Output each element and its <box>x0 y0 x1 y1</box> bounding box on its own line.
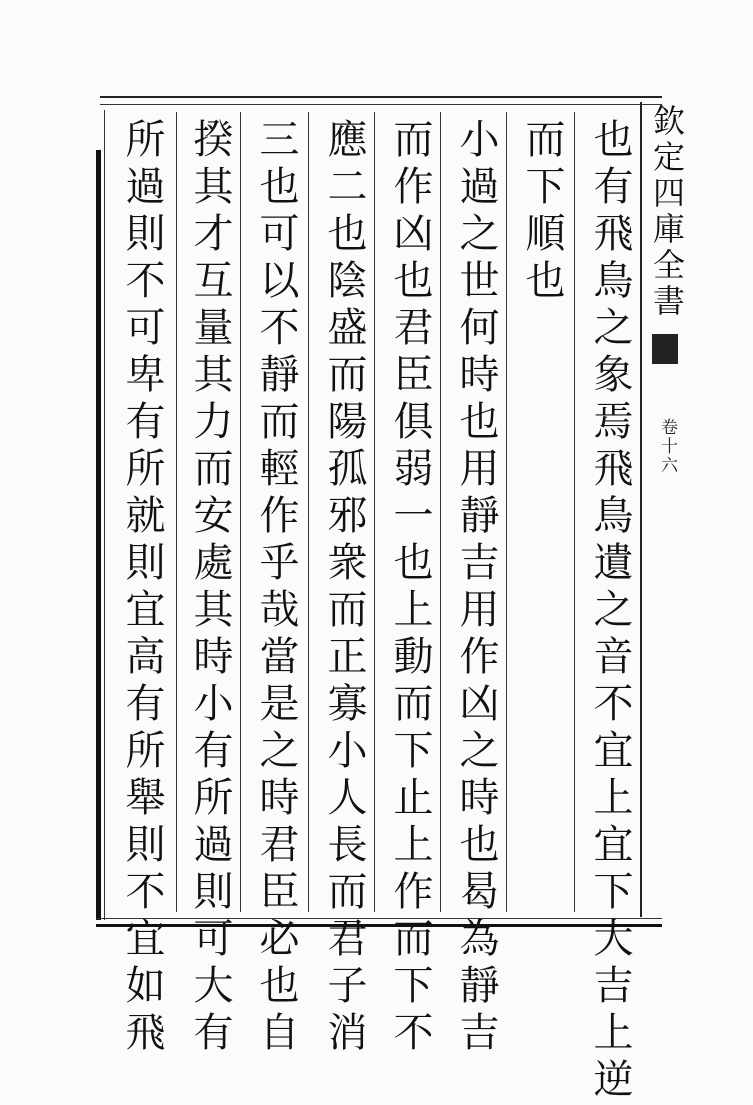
text-column-5: 應二也陰盛而陽孤邪衆而正寡小人長而君子消 <box>321 118 367 1058</box>
column-divider <box>240 112 241 912</box>
frame-bottom-border <box>96 918 662 927</box>
frame-left-inner-border <box>104 110 105 920</box>
margin-volume-label: 卷十六 <box>657 418 677 475</box>
frame-left-outer-border <box>96 150 101 920</box>
column-divider <box>176 112 177 912</box>
text-column-8: 所過則不可卑有所就則宜高有所舉則不宜如飛 <box>119 118 165 1058</box>
frame-top-border <box>100 96 662 105</box>
column-divider <box>374 112 375 912</box>
frame-right-border <box>640 102 642 917</box>
text-column-7: 揆其才互量其力而安處其時小有所過則可大有 <box>187 118 233 1058</box>
column-divider <box>506 112 507 912</box>
text-column-2: 而下順也 <box>519 118 565 306</box>
margin-book-title: 欽定四庫全書 <box>648 104 686 320</box>
text-column-4: 而作凶也君臣俱弱一也上動而下止上作而下不 <box>387 118 433 1058</box>
text-column-3: 小過之世何時也用靜吉用作凶之時也曷為靜吉 <box>453 118 499 1058</box>
fishtail-mark <box>652 334 678 364</box>
text-column-1: 也有飛鳥之象焉飛鳥遺之音不宜上宜下大吉上逆 <box>587 118 633 1105</box>
column-divider <box>574 112 575 912</box>
column-divider <box>440 112 441 912</box>
column-divider <box>308 112 309 912</box>
text-column-6: 三也可以不靜而輕作乎哉當是之時君臣必也自 <box>253 118 299 1058</box>
